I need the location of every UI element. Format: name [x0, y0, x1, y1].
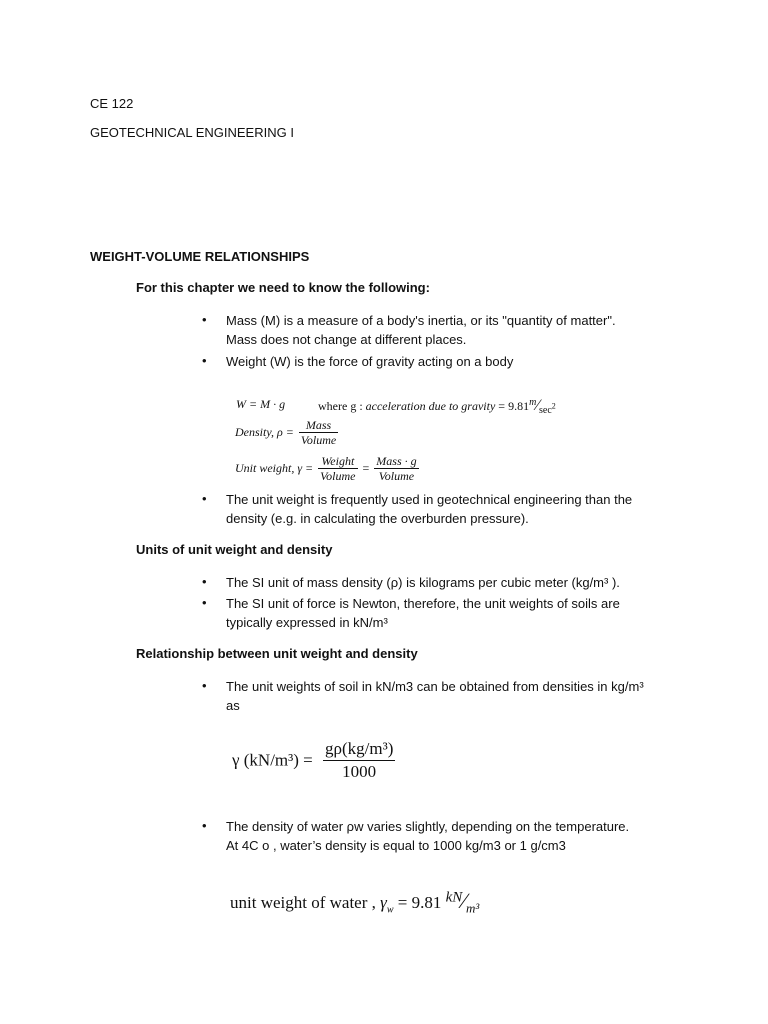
bullet-mark: • — [202, 353, 207, 368]
relationship-heading: Relationship between unit weight and density — [136, 646, 418, 661]
bullet-unit-weight-line1: The unit weight is frequently used in geotechnical engineering than the — [226, 492, 633, 507]
bullet-mark: • — [202, 595, 207, 610]
uw-eq: = — [362, 461, 370, 475]
weight-equation — [236, 397, 285, 412]
density-equation — [235, 418, 340, 447]
bullet-mark: • — [202, 312, 207, 327]
bullet-mark: • — [202, 491, 207, 506]
water-label: unit weight of water , — [230, 893, 376, 912]
where-desc: acceleration due to gravity — [365, 399, 496, 413]
water-value: = 9.81 — [397, 893, 442, 912]
section-heading: WEIGHT-VOLUME RELATIONSHIPS — [90, 249, 310, 264]
water-unit-weight-formula: unit weight of water , $\gamma_w = 9.81$ $^{kN}∕_{m^3}$ — [230, 888, 480, 916]
bullet-unit-weight-line2: density (e.g. in calculating the overburden pressure). — [226, 511, 529, 526]
bullet-mark: • — [202, 818, 207, 833]
course-code: CE 122 — [90, 96, 134, 111]
units-heading: Units of unit weight and density — [136, 542, 333, 557]
bullet-mark: • — [202, 678, 207, 693]
where-value: = 9.81 — [498, 399, 530, 413]
gamma-lhs: γ (kN/m³) = — [232, 750, 313, 770]
uw-num1: Weight — [318, 454, 357, 469]
bullet-relationship-line1: The unit weights of soil in kN/m3 can be obtained from densities in kg/m³ — [226, 679, 644, 694]
bullet-si-force-line2: typically expressed in kN/m³ — [226, 615, 388, 630]
bullet-mass-line2: Mass does not change at different places. — [226, 332, 467, 347]
bullet-mark: • — [202, 574, 207, 589]
bullet-water-line2: At 4C o , water’s density is equal to 1000 kg/m3 or 1 g/cm3 — [226, 838, 566, 853]
uw-den1: Volume — [320, 469, 356, 483]
bullet-water-line1: The density of water ρw varies slightly, depending on the temperature. — [226, 819, 630, 834]
bullet-mass-line1: Mass (M) is a measure of a body's inertia, or its "quantity of matter". — [226, 313, 616, 328]
bullet-relationship-line2: as — [226, 698, 240, 713]
bullet-weight: Weight (W) is the force of gravity acting on a body — [226, 354, 514, 369]
density-den: Volume — [300, 433, 337, 447]
intro-text: For this chapter we need to know the following: — [136, 280, 430, 295]
uw-num2: Mass · g — [376, 454, 417, 468]
water-unit-den: m³ — [465, 900, 480, 916]
bullet-si-force-line1: The SI unit of force is Newton, therefore, the unit weights of soils are — [226, 596, 620, 611]
density-num: Mass — [299, 418, 338, 433]
water-sub: w — [386, 904, 394, 916]
density-label: Density, ρ = — [235, 425, 294, 439]
unit-den: sec — [538, 405, 552, 417]
water-gamma: γ — [380, 893, 387, 912]
unit-weight-equation — [235, 454, 421, 483]
gamma-formula — [232, 738, 397, 783]
unit-num: m — [529, 397, 537, 408]
gamma-num: gρ(kg/m³) — [323, 738, 395, 761]
unit-weight-label: Unit weight, γ = — [235, 461, 314, 475]
bullet-si-density: The SI unit of mass density (ρ) is kilograms per cubic meter (kg/m³ ). — [226, 575, 620, 590]
where-text: where g : — [318, 399, 363, 413]
weight-eq: W = M · g — [236, 397, 286, 411]
water-unit-num: kN — [445, 889, 463, 906]
gravity-note: where g : acceleration due to gravity = $9.81^m∕_{sec^2}$ — [318, 397, 556, 417]
course-title: GEOTECHNICAL ENGINEERING I — [90, 125, 294, 140]
gamma-den: 1000 — [342, 762, 377, 781]
uw-den2: Volume — [378, 469, 415, 483]
unit-den-exp: 2 — [551, 402, 556, 412]
